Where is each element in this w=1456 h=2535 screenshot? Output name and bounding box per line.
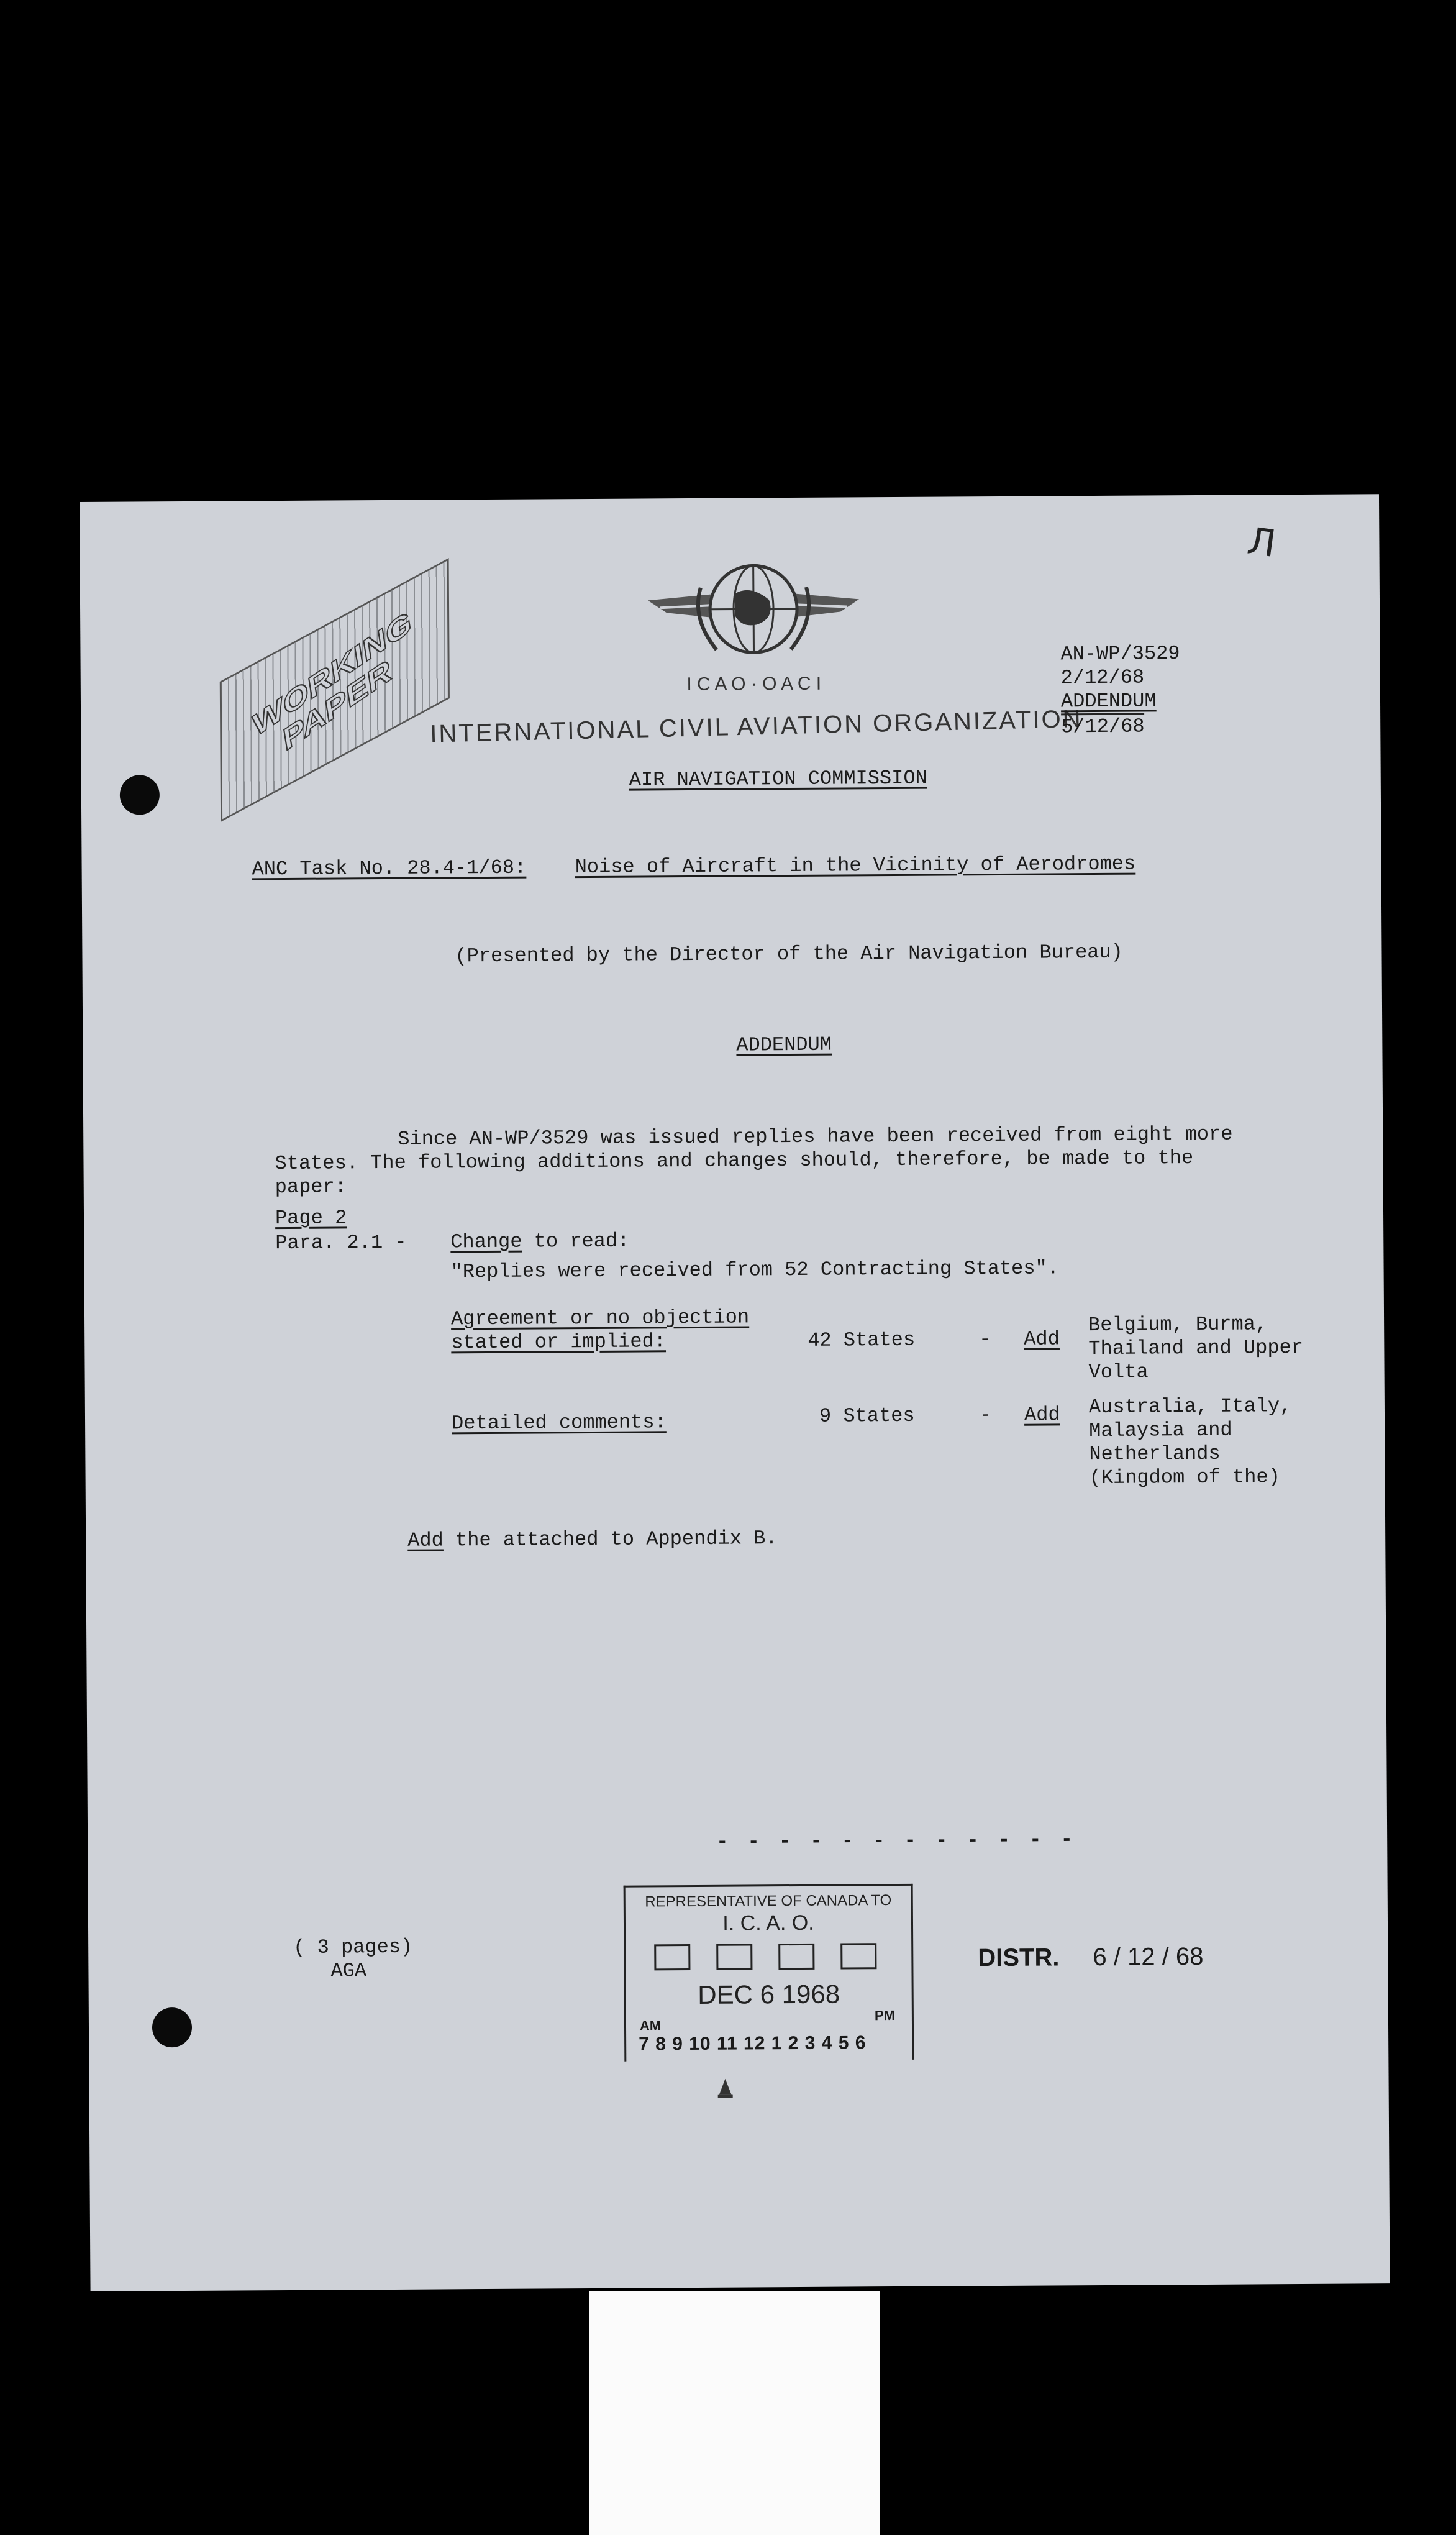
row1-dash: - bbox=[979, 1328, 991, 1351]
row1-states-3: Volta bbox=[1088, 1360, 1149, 1384]
row2-states-2: Malaysia and bbox=[1089, 1418, 1232, 1443]
doc-number: AN-WP/3529 bbox=[1060, 642, 1180, 666]
body-line-1: Since AN-WP/3529 was issued replies have been received from eight more bbox=[398, 1122, 1233, 1151]
organization-name: INTERNATIONAL CIVIL AVIATION ORGANIZATION bbox=[429, 705, 1083, 748]
white-card bbox=[589, 2291, 880, 2535]
reference-block bbox=[1060, 642, 1180, 739]
task-title: Noise of Aircraft in the Vicinity of Aerodromes bbox=[575, 852, 1136, 879]
separator-dashes: - - - - - - - - - - - - bbox=[716, 1828, 1076, 1853]
stamp-representative: REPRESENTATIVE OF CANADA TO bbox=[645, 1892, 892, 1911]
replies-quote: "Replies were received from 52 Contracting States". bbox=[450, 1256, 1060, 1284]
distribution bbox=[978, 1943, 1203, 1974]
row1-label-line2: stated or implied: bbox=[451, 1330, 667, 1354]
received-stamp bbox=[624, 1884, 914, 2062]
row2-count: 9 States bbox=[819, 1404, 915, 1428]
row1-states-2: Thailand and Upper bbox=[1088, 1335, 1304, 1361]
addendum-label: ADDENDUM bbox=[1060, 689, 1157, 713]
task-label: ANC Task No. 28.4-1/68: bbox=[252, 856, 527, 881]
presented-by: (Presented by the Director of the Air Navigation Bureau) bbox=[455, 940, 1123, 968]
row2-states-3: Netherlands bbox=[1089, 1441, 1221, 1466]
stamp-am: AM bbox=[639, 2017, 662, 2034]
addendum-date: 5/12/68 bbox=[1061, 713, 1145, 739]
row2-dash: - bbox=[979, 1404, 992, 1427]
stamp-pm: PM bbox=[874, 2007, 895, 2024]
body-line-2: States. The following additions and changes should, therefore, be made to the bbox=[275, 1146, 1194, 1176]
page-count: ( 3 pages) bbox=[293, 1935, 413, 1959]
stamp-hours: 7 8 9 10 11 12 1 2 3 4 5 6 bbox=[639, 2032, 867, 2055]
stamp-box-3 bbox=[778, 1944, 814, 1970]
change-line bbox=[450, 1230, 629, 1254]
change-rest: to read: bbox=[522, 1229, 630, 1253]
row2-states-1: Australia, Italy, bbox=[1088, 1394, 1292, 1419]
working-paper-stamp bbox=[220, 558, 450, 822]
icao-emblem-icon bbox=[641, 549, 866, 712]
add-word: Add bbox=[407, 1528, 444, 1552]
task-line bbox=[252, 852, 1136, 881]
row1-states-1: Belgium, Burma, bbox=[1088, 1312, 1268, 1337]
stamp-date: DEC 6 1968 bbox=[698, 1979, 840, 2009]
add-rest: the attached to Appendix B. bbox=[443, 1527, 778, 1552]
stamp-ornament-icon bbox=[712, 2076, 737, 2101]
add-line bbox=[407, 1527, 778, 1552]
punch-hole-top bbox=[120, 775, 160, 815]
working-paper-label: WORKING PAPER bbox=[250, 604, 414, 759]
addendum-heading: ADDENDUM bbox=[736, 1033, 832, 1057]
stamp-box-1 bbox=[654, 1944, 690, 1970]
punch-hole-bottom bbox=[152, 2007, 192, 2047]
row1-action: Add bbox=[1024, 1327, 1060, 1351]
row2-action: Add bbox=[1024, 1403, 1060, 1427]
handwritten-mark: Л bbox=[1244, 519, 1279, 567]
document-page bbox=[80, 494, 1390, 2291]
para-ref: Para. 2.1 - bbox=[275, 1230, 407, 1255]
row2-states-4: (Kingdom of the) bbox=[1089, 1465, 1280, 1490]
stamp-box-2 bbox=[716, 1944, 752, 1970]
body-line-3: paper: bbox=[275, 1175, 347, 1199]
distr-label: DISTR. bbox=[978, 1944, 1060, 1972]
commission-title: AIR NAVIGATION COMMISSION bbox=[629, 766, 927, 792]
change-word: Change bbox=[450, 1230, 522, 1254]
row1-label-line1: Agreement or no objection bbox=[450, 1305, 750, 1331]
distr-date: 6 / 12 / 68 bbox=[1093, 1942, 1204, 1971]
distribution-code: AGA bbox=[330, 1959, 367, 1983]
doc-date: 2/12/68 bbox=[1060, 665, 1145, 690]
stamp-icao: I. C. A. O. bbox=[722, 1911, 814, 1935]
row1-count: 42 States bbox=[808, 1328, 916, 1352]
emblem-text: I C A O · O A C I bbox=[686, 673, 822, 695]
page-ref: Page 2 bbox=[275, 1206, 347, 1230]
row2-label: Detailed comments: bbox=[451, 1410, 667, 1435]
stamp-box-4 bbox=[840, 1943, 876, 1969]
